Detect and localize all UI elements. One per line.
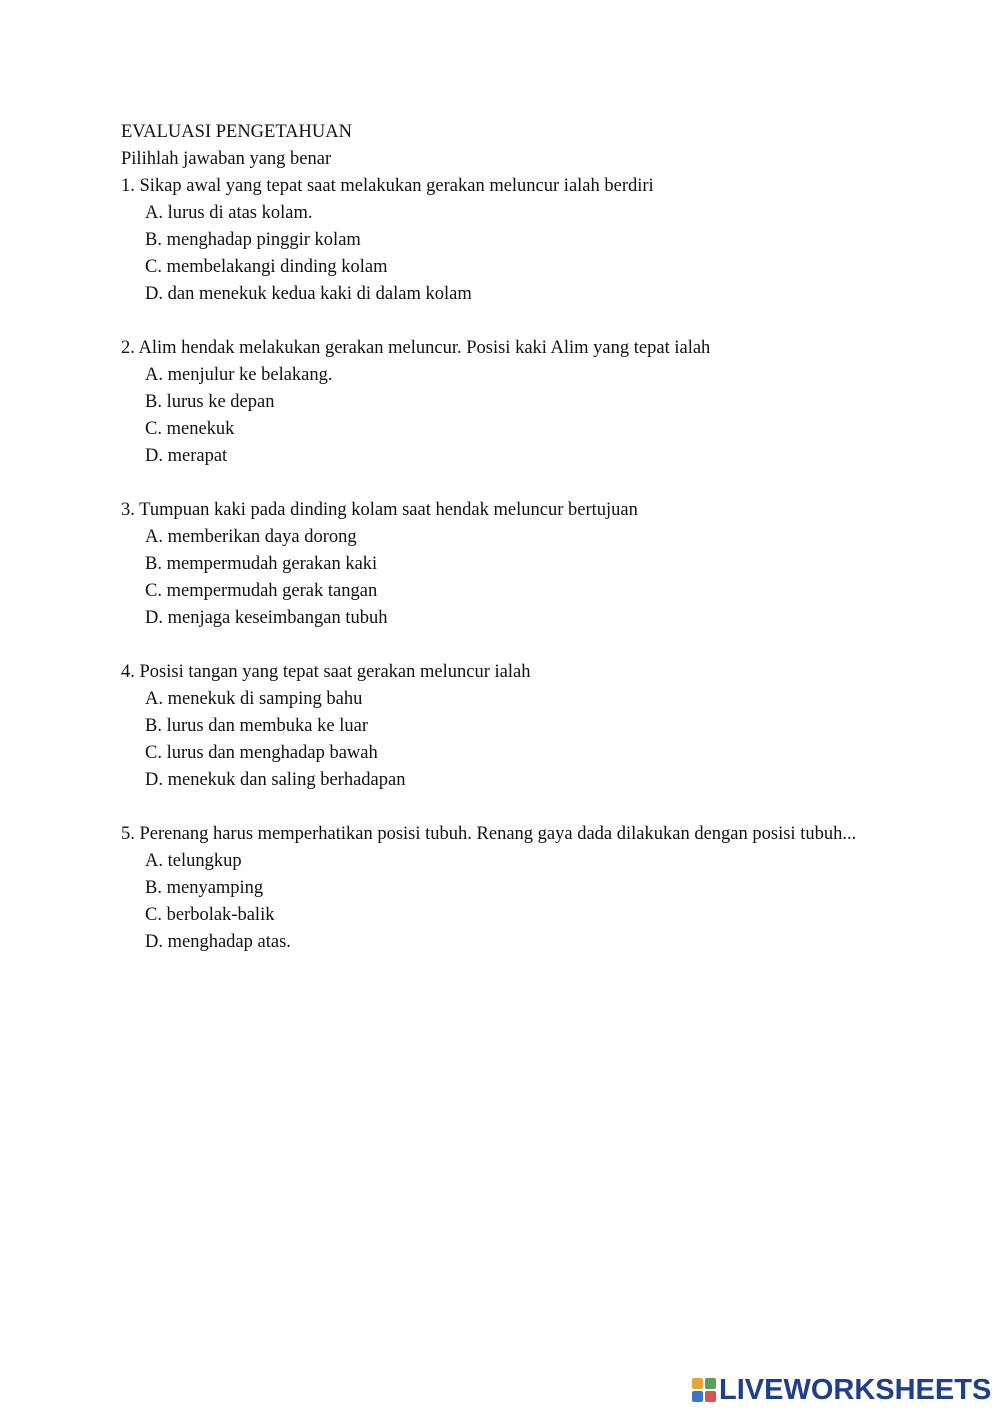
option-4c[interactable]: C. lurus dan menghadap bawah [145,743,378,763]
question-text: 4. Posisi tangan yang tepat saat gerakan meluncur ialah [121,662,531,682]
liveworksheets-icon [692,1378,716,1402]
page-title: EVALUASI PENGETAHUAN [121,122,352,142]
instruction-text: Pilihlah jawaban yang benar [121,149,332,169]
option-2b[interactable]: B. lurus ke depan [145,392,275,412]
question-4 [121,659,881,794]
question-text: 3. Tumpuan kaki pada dinding kolam saat hendak meluncur bertujuan [121,500,638,520]
option-5c[interactable]: C. berbolak-balik [145,905,275,925]
option-4d[interactable]: D. menekuk dan saling berhadapan [145,770,406,790]
question-1 [121,173,881,308]
question-text: 1. Sikap awal yang tepat saat melakukan gerakan meluncur ialah berdiri [121,176,654,196]
option-5a[interactable]: A. telungkup [145,851,242,871]
liveworksheets-logo [692,1376,991,1404]
logo-square-icon [705,1391,716,1402]
option-3c[interactable]: C. mempermudah gerak tangan [145,581,378,601]
question-3 [121,497,881,632]
option-2a[interactable]: A. menjulur ke belakang. [145,365,333,385]
option-3b[interactable]: B. mempermudah gerakan kaki [145,554,378,574]
option-1b[interactable]: B. menghadap pinggir kolam [145,230,361,250]
option-4b[interactable]: B. lurus dan membuka ke luar [145,716,368,736]
option-1a[interactable]: A. lurus di atas kolam. [145,203,313,223]
logo-square-icon [692,1378,703,1389]
option-5b[interactable]: B. menyamping [145,878,264,898]
option-2d[interactable]: D. merapat [145,446,228,466]
option-1d[interactable]: D. dan menekuk kedua kaki di dalam kolam [145,284,472,304]
logo-square-icon [692,1391,703,1402]
logo-text: LIVEWORKSHEETS [719,1374,992,1406]
logo-square-icon [705,1378,716,1389]
option-3a[interactable]: A. memberikan daya dorong [145,527,357,547]
option-4a[interactable]: A. menekuk di samping bahu [145,689,363,709]
question-text: 5. Perenang harus memperhatikan posisi tubuh. Renang gaya dada dilakukan dengan posisi tubuh... [121,824,857,844]
option-2c[interactable]: C. menekuk [145,419,235,439]
worksheet-page [121,119,881,983]
option-3d[interactable]: D. menjaga keseimbangan tubuh [145,608,388,628]
question-5 [121,821,881,956]
question-2 [121,335,881,470]
option-1c[interactable]: C. membelakangi dinding kolam [145,257,388,277]
option-5d[interactable]: D. menghadap atas. [145,932,291,952]
question-text: 2. Alim hendak melakukan gerakan meluncur. Posisi kaki Alim yang tepat ialah [121,338,711,358]
